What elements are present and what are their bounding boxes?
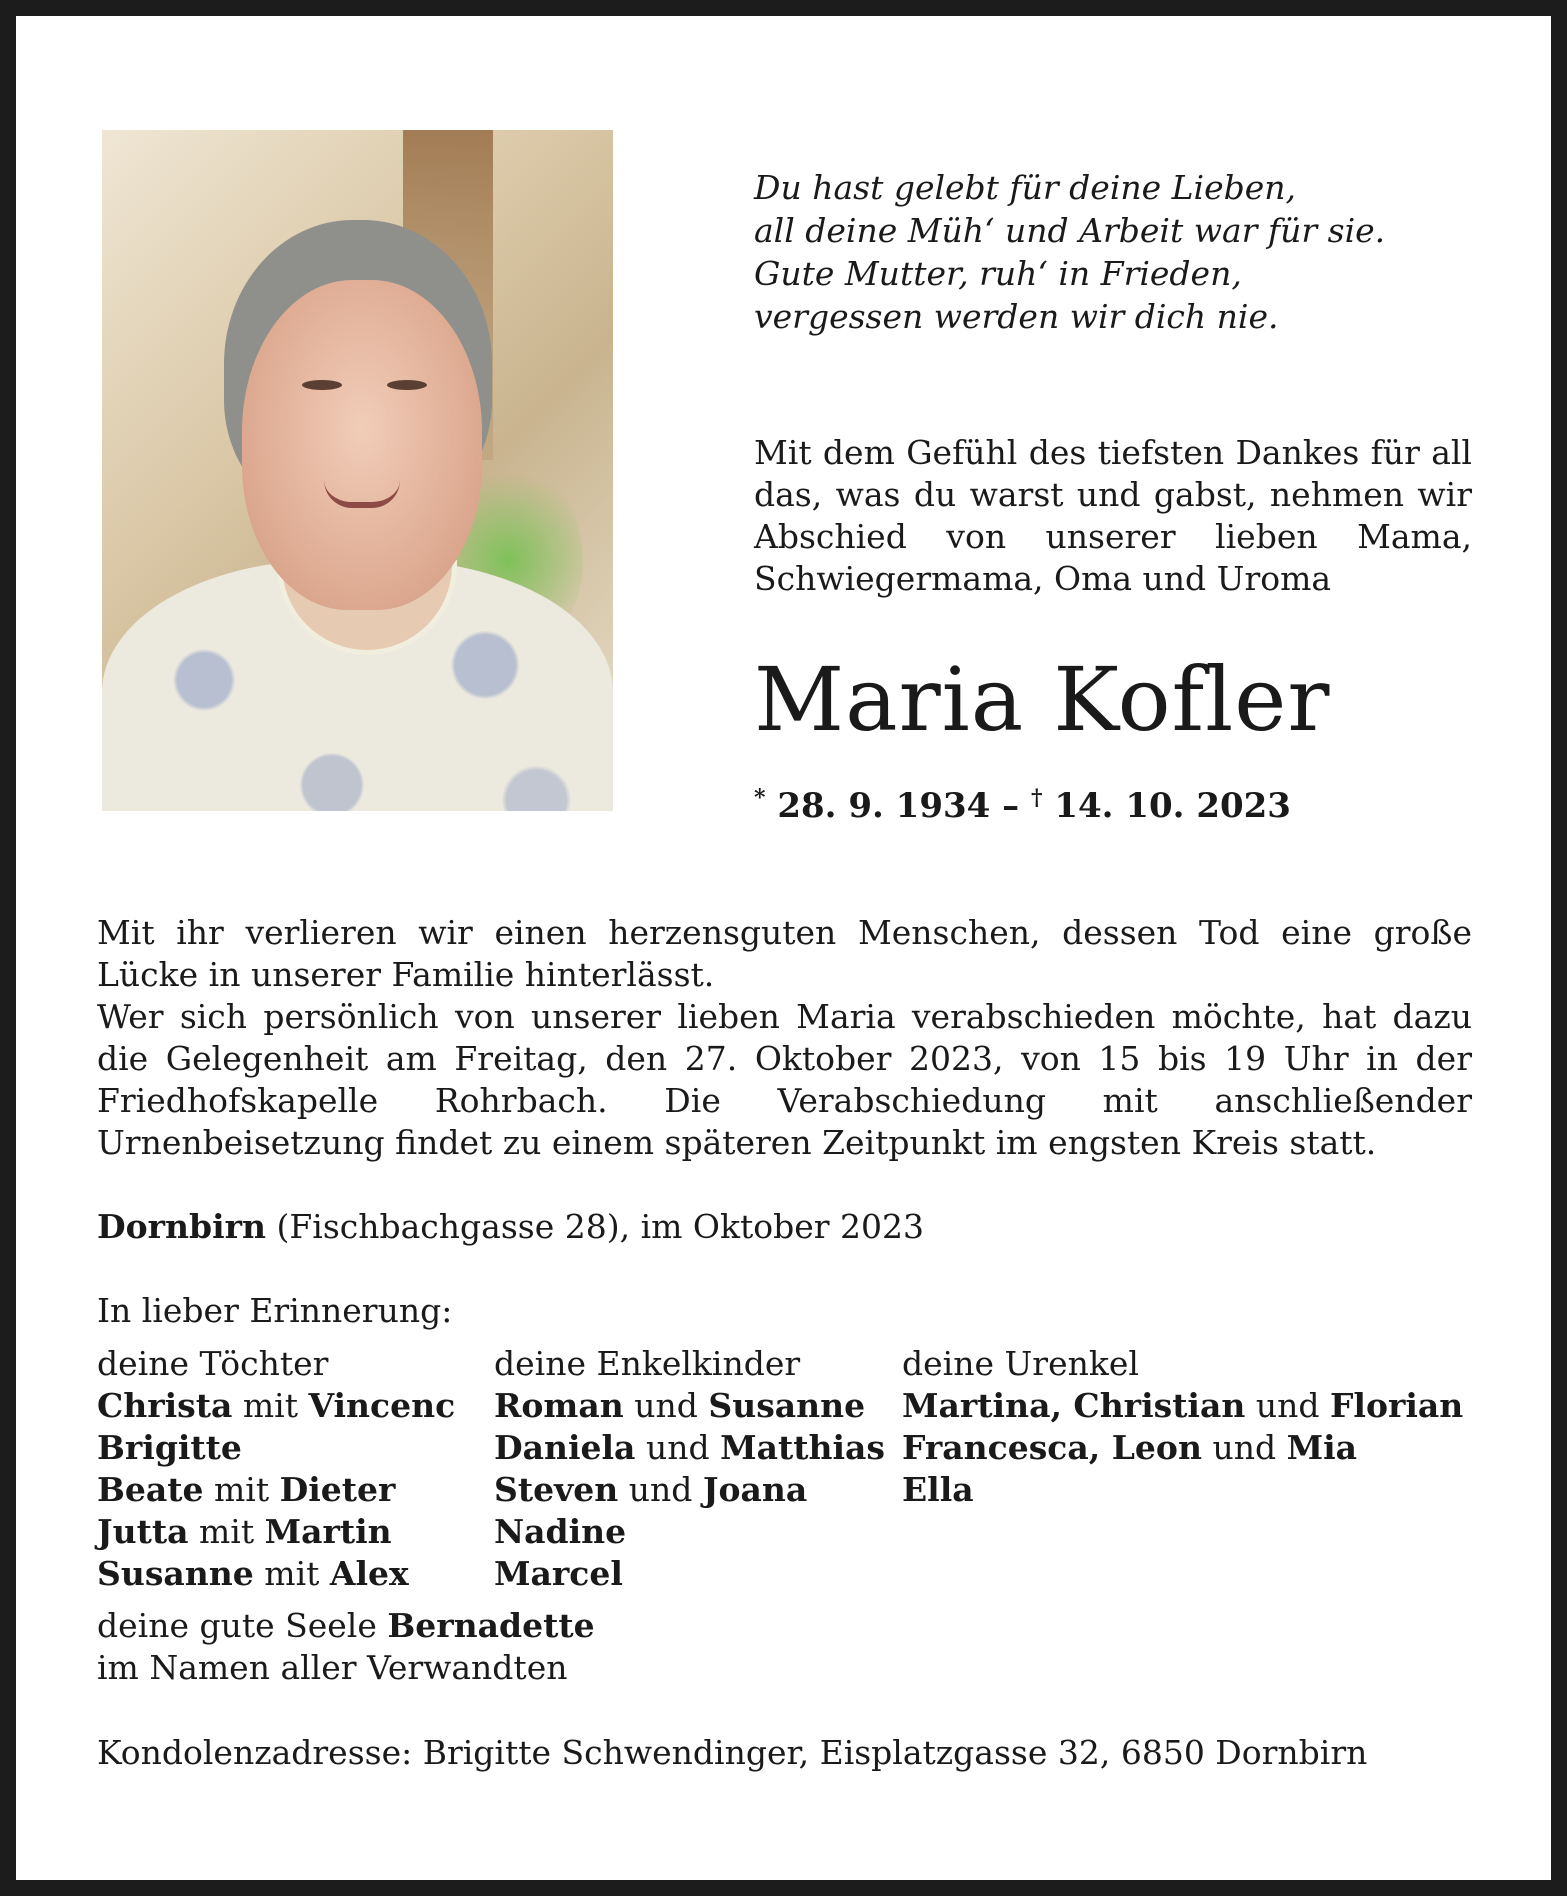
date-dash: – [1002,786,1020,826]
relatives-line: im Namen aller Verwandten [97,1648,568,1687]
list-item: Beate mit Dieter [97,1470,396,1509]
face [242,280,482,610]
life-dates [754,776,1291,828]
list-item: Steven und Joana [494,1470,808,1509]
left-eye [302,380,342,390]
death-symbol: † [1031,785,1043,811]
list-item: Susanne mit Alex [97,1554,409,1593]
column-daughters [97,1343,455,1595]
column-title: deine Töchter [97,1344,329,1383]
remembrance-heading: In lieber Erinnerung: [97,1291,453,1330]
seele-prefix: deine gute Seele [97,1606,377,1645]
column-title: deine Enkelkinder [494,1344,801,1383]
column-grandchildren [494,1343,885,1595]
poem-line: all deine Müh‘ und Arbeit war für sie. [754,211,1386,250]
list-item: Brigitte [97,1428,242,1467]
list-item: Jutta mit Martin [97,1512,392,1551]
column-title: deine Urenkel [902,1344,1139,1383]
birth-symbol: * [754,785,766,811]
poem-line: Gute Mutter, ruh‘ in Frieden, [754,254,1242,293]
seele-name: Bernadette [387,1606,595,1645]
city: Dornbirn [97,1207,266,1246]
list-item: Christa mit Vincenc [97,1386,456,1425]
right-eye [387,380,427,390]
column-greatgrandchildren [902,1343,1463,1511]
death-date: 14. 10. 2023 [1054,786,1291,826]
memorial-poem [754,166,1385,338]
list-item: Ella [902,1470,974,1509]
list-item: Martina, Christian und Florian [902,1386,1464,1425]
birth-date: 28. 9. 1934 [777,786,991,826]
paragraph-loss: Mit ihr verlieren wir einen herzensguten Menschen, dessen Tod eine große Lücke in unserer Familie hinterlässt. [97,913,1472,994]
place-date-line [97,1206,924,1248]
condolence-address: Kondolenzadresse: Brigitte Schwendinger, Eisplatzgasse 32, 6850 Dornbirn [97,1733,1368,1772]
list-item: Marcel [494,1554,623,1593]
poem-line: Du hast gelebt für deine Lieben, [754,168,1297,207]
list-item: Roman und Susanne [494,1386,866,1425]
farewell-intro: Mit dem Gefühl des tiefsten Dankes für all das, was du warst und gabst, nehmen wir Abschied von unserer lieben Mama, Schwiegermama, Oma und Uroma [754,433,1472,598]
good-soul-line [97,1605,595,1689]
poem-line: vergessen werden wir dich nie. [754,297,1279,336]
list-item: Daniela und Matthias [494,1428,885,1467]
portrait-photo [102,130,613,811]
list-item: Francesca, Leon und Mia [902,1428,1358,1467]
list-item: Nadine [494,1512,627,1551]
deceased-name: Maria Kofler [754,648,1331,751]
announcement-text [97,912,1472,1164]
paragraph-farewell: Wer sich persönlich von unserer lieben Maria verabschieden möchte, hat dazu die Gelegenheit am Freitag, den 27. Oktober 2023, von 15 bis 19 Uhr in der Friedhofskapelle Rohrbach. Die Verabschiedung mit anschließender Urnenbeisetzung findet zu einem späteren Zeitpunkt im engsten Kreis statt. [97,997,1472,1162]
address-date: (Fischbachgasse 28), im Oktober 2023 [276,1207,924,1246]
